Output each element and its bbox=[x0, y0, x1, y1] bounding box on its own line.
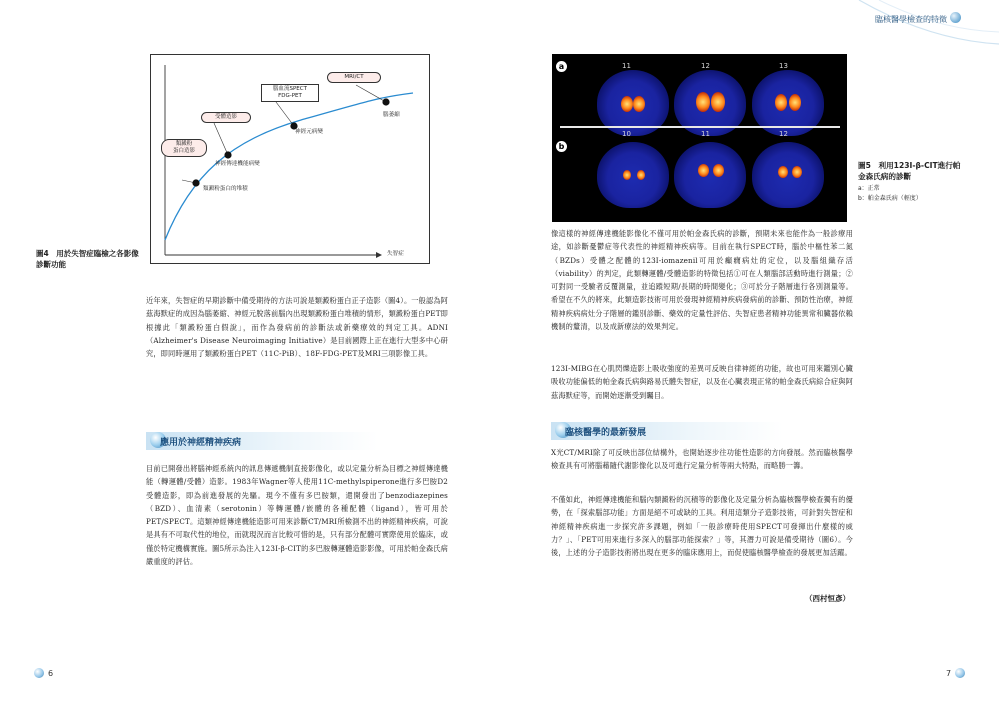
figure-5-scan-image bbox=[552, 54, 847, 222]
right-paragraph-3: X光CT/MRI除了可反映出部位結構外，也開始逐步往功能性造影的方向發展。然而臨核醫學檢查具有可將腦藉隨代謝影像化以及可進行定量分析等兩大特點，而略勝一籌。 bbox=[551, 448, 853, 471]
label-neuronal-degeneration: 神經元病變 bbox=[295, 129, 323, 135]
slice-label: 11 bbox=[622, 62, 631, 70]
page-number-right: 7 bbox=[946, 669, 952, 678]
right-paragraph-2: 123I-MIBG在心肌閃爍造影上吸收強度的差異可反映自律神經的功能，故也可用來鑑別心臟吸收功能偏低的帕金森氏病與路易氏體失智症，以及在心臟表現正常的帕金森氏病綜合症與阿茲海默症等，而開始逐漸受到矚目。 bbox=[551, 364, 853, 400]
point-amyloid-deposit bbox=[192, 179, 199, 186]
box-receptor-imaging: 受體造影 bbox=[201, 112, 251, 123]
box-mri-ct: MRI/CT bbox=[327, 72, 381, 83]
brain-scan-slice bbox=[752, 142, 824, 208]
right-paragraph-4: 不僅如此，神經傳達機能和腦內類澱粉的沉積等的影像化及定量分析為臨核醫學檢查獨有的優勢，在「探索腦部功能」方面是絕不可或缺的工具。利用這類分子造影技術，可針對失智症和神經精神疾病進一步探究許多課題，例如「一般診療時使用SPECT可發揮出什麼樣的威力？」、「PET可用來進行多深入的腦部功能探索？」等，其潛力可說是備受期待（圖6）。今後，上述的分子造影技術將出現在更多的臨床應用上，而促使臨核醫學檢查的發展更加活躍。 bbox=[551, 495, 853, 557]
row-separator bbox=[560, 126, 840, 128]
marker-b: b bbox=[556, 141, 567, 152]
brain-scan-slice bbox=[674, 142, 746, 208]
right-paragraph-1: 像這樣的神經傳達機能影像化不僅可用於帕金森氏病的診斷，預期未來也能作為一般診療用途，如診斷憂鬱症等代表性的神經精神疾病等。目前在執行SPECT時，腦於中樞性苯二氮（BZDs）受體之配體的123I-iomazenil可用於癲癇病灶的定位，以及腦組織存活（viability）的判定，此類轉運體/受體造影的特徵包括①可在人類腦部活動時進行測量；②可對同一受驗者反覆測量，並追蹤短期/長期的時間變化；③可於分子階層進行各別測量等。希望在不久的將來，此類造影技術可用於發現神經精神疾病發病前的診斷、預防性治療，神經精神疾病病灶分子階層的鑑別診斷、藥效的定量性評估、失智症患者精神功能異常和臟器依賴機制的釐清，以及成新療法的效果判定。 bbox=[551, 229, 853, 331]
figure-4-diagram bbox=[150, 54, 430, 264]
page-bullet-icon bbox=[34, 668, 44, 678]
marker-a: a bbox=[556, 61, 567, 72]
author-credit: （西村恒彥） bbox=[805, 594, 850, 603]
section-heading-neuropsychiatric: 應用於神經精神疾病 bbox=[160, 438, 242, 448]
label-atrophy: 腦萎縮 bbox=[383, 112, 400, 118]
figure-5-caption-a: a：正常 bbox=[858, 184, 880, 192]
scan-row-parkinson bbox=[552, 132, 847, 210]
label-neuro-dysfunction: 神經傳達機能病變 bbox=[215, 161, 260, 167]
point-neuro-dysfunction bbox=[224, 151, 231, 158]
slice-label: 10 bbox=[622, 130, 631, 138]
figure-5-caption bbox=[858, 160, 968, 203]
figure-5-caption-b: b：帕金森氏病（輕度） bbox=[858, 194, 922, 202]
scan-row-normal bbox=[552, 58, 847, 136]
left-paragraph-1: 近年來，失智症的早期診斷中備受期待的方法可說是類澱粉蛋白正子造影（圖4）。一般認為阿茲海默症的成因為腦萎縮、神經元脫落前腦內出現類澱粉蛋白堆積的情形，類澱粉蛋白PET即根據此「類澱粉蛋白假說」，而作為發病前的診斷法或新藥療效的判定工具。ADNI（Alzheimer's Disease Neuroimaging Initiative）是目前國際上正在進行大型多中心研究，即同時運用了類澱粉蛋白PET（11C-PiB）、18F-FDG-PET及MRI三項影像工具。 bbox=[146, 296, 448, 358]
x-axis-label: 失智症 bbox=[387, 251, 404, 257]
box-amyloid-imaging: 類澱粉 蛋白造影 bbox=[161, 139, 207, 157]
page-bullet-icon bbox=[955, 668, 965, 678]
slice-label: 11 bbox=[701, 130, 710, 138]
slice-label: 12 bbox=[779, 130, 788, 138]
slice-label: 12 bbox=[701, 62, 710, 70]
label-amyloid-deposit: 類澱粉蛋白的堆積 bbox=[203, 186, 248, 192]
section-heading-latest-developments: 臨核醫學的最新發展 bbox=[565, 428, 647, 438]
box-perfusion-spect: 腦血流SPECT FDG-PET bbox=[261, 84, 319, 102]
point-atrophy bbox=[382, 98, 389, 105]
figure-4-caption: 圖4 用於失智症臨檢之各影像診斷功能 bbox=[36, 249, 139, 269]
slice-label: 13 bbox=[779, 62, 788, 70]
running-header: 臨核醫學檢查的特徵 bbox=[875, 15, 947, 24]
brain-scan-slice bbox=[597, 142, 669, 208]
left-paragraph-2: 目前已開發出將腦神經系統內的訊息傳遞機制直接影像化，或以定量分析為目標之神經傳達機能（轉運體/受體）造影。1983年Wagner等人使用11C-methylspiperone進行多巴胺D2受體造影，即為前進發展的先驅。現今不僅有多巴胺類，還開發出了benzodiazepines（BZD）、血清素（serotonin）等轉運體/嵌體的各種配體（ligand），皆可用於PET/SPECT。這類神經傳達機能造影可用來診斷CT/MRI所檢測不出的神經精神疾病，可說是具有不可取代性的地位，而就現況而言比較可惜的是，只有部分配體可實際使用於臨床，或僅於特定機構實施。圖5所示為注入123I-β-CIT的多巴胺轉運體造影影像，可用於帕金森氏病嚴重度的評估。 bbox=[146, 464, 448, 566]
x-axis-arrow bbox=[376, 252, 382, 258]
figure-5-caption-title: 圖5 利用123I-β-CIT進行帕金森氏病的診斷 bbox=[858, 161, 961, 182]
header-arc-decoration bbox=[839, 0, 999, 60]
page-number-left: 6 bbox=[48, 669, 54, 678]
header-bullet-icon bbox=[950, 12, 961, 23]
